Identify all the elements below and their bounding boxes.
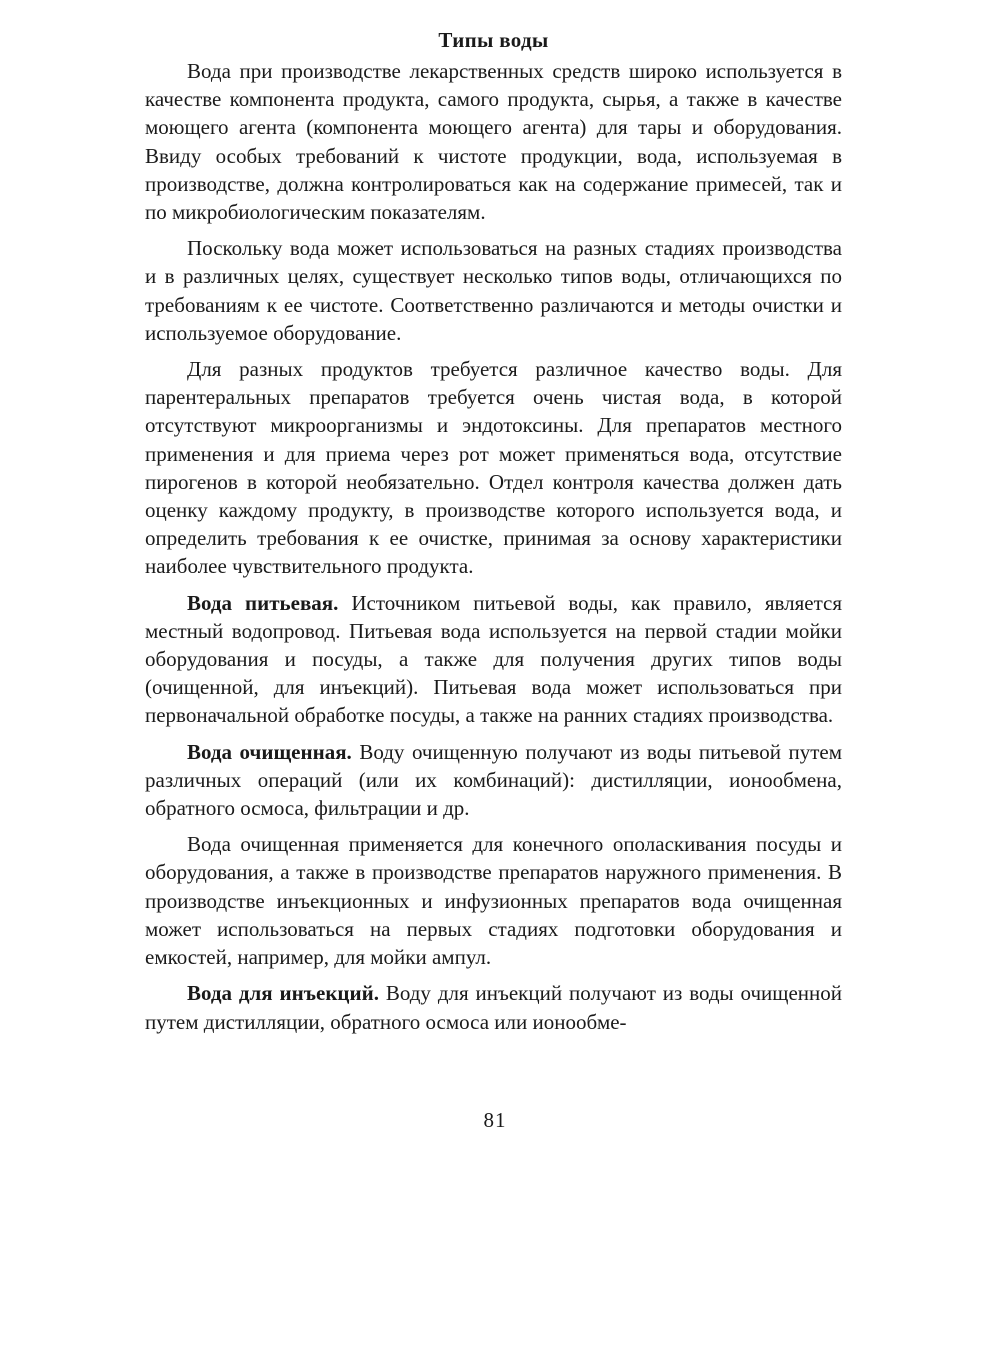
paragraph-text: Воду очищенную получают из воды питьевой путем различных операций (или их комбинаций): дистилляции, ионообмена, обратного осмоса, фильтрации и др. <box>145 739 842 821</box>
paragraph-text: Воду для инъекций получают из воды очищенной путем дистилляции, обратного осмоса или ионообме- <box>145 981 842 1034</box>
paragraph-text: Для разных продуктов требуется различное качество воды. Для парентеральных препаратов требуется очень чистая вода, в которой отсутствуют микроорганизмы и эндотоксины. Для препаратов местного применения и для приема через рот может применяться вода, отсутствие пирогенов в которой необязательно. Отдел контроля качества должен дать оценку каждому продукту, в производстве которого используется вода, и определить требования к ее очистке, принимая за основу характеристики наиболее чувствительного продукта. <box>145 357 842 579</box>
page-number: 81 <box>483 1108 507 1132</box>
paragraph-purified-water-use <box>145 830 842 971</box>
paragraph-lead: Вода очищенная. <box>187 739 352 764</box>
paragraph-text: Поскольку вода может использоваться на разных стадиях производства и в различных целях, существует несколько типов воды, отличающихся по требованиям к ее чистоте. Соответственно различаются и методы очистки и используемое оборудование. <box>145 236 842 345</box>
paragraph-text: Вода при производстве лекарственных средств широко используется в качестве компонента продукта, самого продукта, сырья, а также в качестве моющего агента (компонента моющего агента) для тары и оборудования. Ввиду особых требований к чистоте продукции, вода, используемая в производстве, должна контролироваться как на содержание примесей, так и по микробиологическим показателям. <box>145 59 842 225</box>
paragraph-intro <box>145 57 842 226</box>
paragraph-lead: Вода питьевая. <box>187 590 339 615</box>
paragraph-text: Вода очищенная применяется для конечного ополаскивания посуды и оборудования, а также в производстве препаратов наружного применения. В производстве инъекционных и инфузионных препаратов вода очищенная может использоваться на первых стадиях подготовки оборудования и емкостей, например, для мойки ампул. <box>145 832 842 970</box>
paragraph-water-types <box>145 234 842 347</box>
paragraph-drinking-water <box>145 589 842 730</box>
paragraph-quality-requirements <box>145 355 842 581</box>
paragraph-purified-water <box>145 738 842 823</box>
paragraph-lead: Вода для инъекций. <box>187 981 379 1006</box>
section-title: Типы воды <box>438 28 549 52</box>
paragraph-text: Источником питьевой воды, как правило, является местный водопровод. Питьевая вода используется на первой стадии мойки оборудования и посуды, а также для получения других типов воды (очищенной, для инъекций). Питьевая вода может использоваться при первоначальной обработке посуды, а также на ранних стадиях производства. <box>145 590 843 728</box>
paragraph-injection-water <box>145 979 842 1035</box>
document-page <box>145 26 842 1044</box>
